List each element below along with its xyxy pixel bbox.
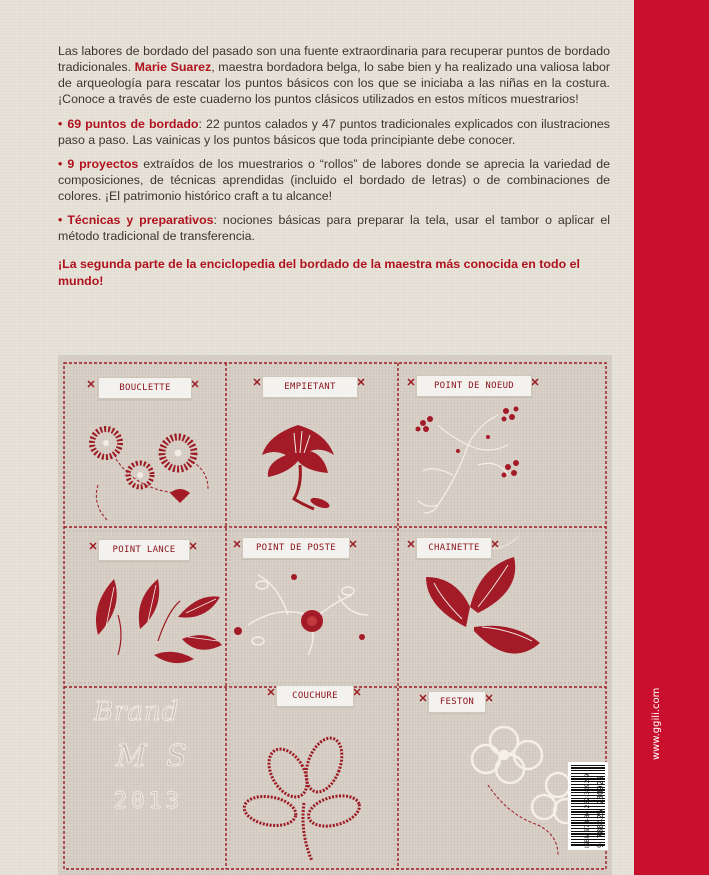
spine: [634, 0, 709, 875]
poste-rose: [234, 574, 365, 640]
author-name: Marie Suarez: [134, 60, 212, 74]
feston-flowers: [472, 727, 578, 823]
chainette-trefoil: [426, 557, 540, 654]
publisher-url[interactable]: www.ggili.com: [651, 687, 662, 760]
embroidery-sampler-photo: [58, 355, 612, 875]
label-chainette: CHAINETTE: [416, 537, 492, 559]
barcode-number: 9 788425 230929: [596, 775, 605, 848]
label-bouclette: BOUCLETTE: [98, 377, 192, 399]
label-point-lance: POINT LANCE: [98, 539, 190, 561]
point-de-noeud-flowers: [418, 415, 508, 513]
label-couchure: COUCHURE: [276, 685, 354, 707]
embroidered-initials: M S: [116, 739, 187, 774]
embroidered-signature: Brand: [94, 697, 180, 727]
label-point-de-noeud: POINT DE NOEUD: [416, 375, 532, 397]
isbn-label: ISBN 978-84-252-3092-9: [584, 773, 591, 848]
bullet-icon: •: [58, 117, 63, 131]
couchure-flower: [242, 733, 363, 861]
bouclette-flowers: [92, 429, 208, 521]
description-block: [58, 43, 610, 290]
empietant-flower: [262, 425, 334, 510]
bullet-techniques: • Técnicas y preparativos: nociones básicas para preparar la tela, usar el tambor o aplicar el método tradicional de transferencia.: [58, 213, 610, 243]
bullet-icon: •: [58, 213, 63, 227]
bullet-stitches: • 69 puntos de bordado: 22 puntos calados y 47 puntos tradicionales explicados con ilustraciones paso a paso. Las vainicas y los puntos básicos que toda principiante debe conocer.: [58, 117, 610, 147]
bullet-icon: •: [58, 157, 63, 171]
embroidered-year: 2013: [114, 789, 183, 814]
intro-paragraph: Las labores de bordado del pasado son una fuente extraordinaria para recuperar puntos de bordado tradicionales. Marie Suarez, maestra bordadora belga, lo sabe bien y ha realizado una valiosa labor de arqueología para rescatar los puntos básicos con los que se iniciaba a las niñas en la costura. ¡Conoce a través de este cuaderno los puntos clásicos utilizados en estos míticos muestrarios!: [58, 44, 611, 106]
label-feston: FESTON: [428, 691, 486, 713]
point-lance-leaves: [96, 579, 222, 663]
tagline: ¡La segunda parte de la enciclopedia del bordado de la maestra más conocida en todo el mundo!: [58, 257, 580, 288]
label-empietant: EMPIETANT: [262, 376, 358, 398]
label-point-de-poste: POINT DE POSTE: [242, 537, 350, 559]
knot-clusters: [416, 407, 520, 478]
bullet-projects: • 9 proyectos extraídos de los muestrarios o “rollos” de labores donde se aprecia la variedad de composiciones, de técnicas aprendidas (incluido el bordado de letras) o de combinaciones de colores. ¡El patrimonio histórico craft a tu alcance!: [58, 157, 610, 203]
